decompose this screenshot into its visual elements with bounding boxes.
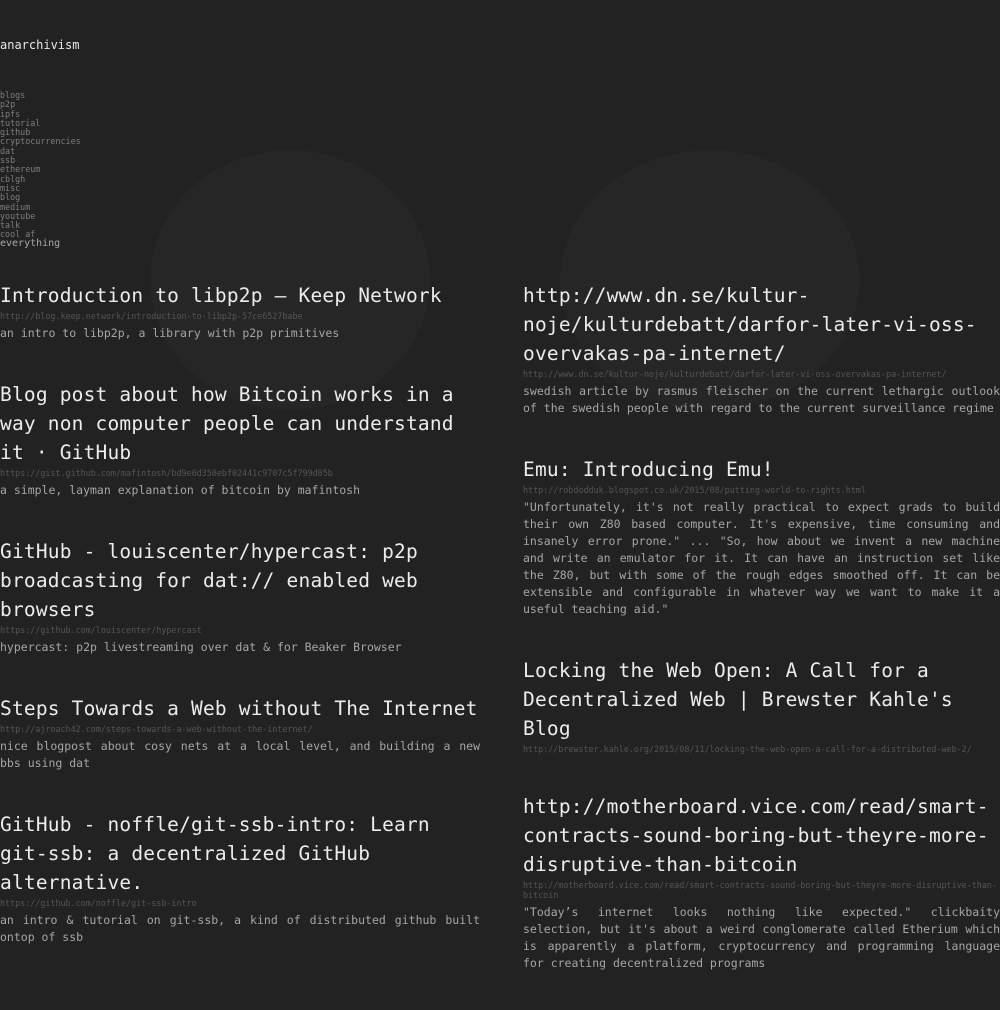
- tag-link[interactable]: dat: [0, 145, 16, 156]
- tag-link[interactable]: blogs: [0, 90, 26, 100]
- entry-title[interactable]: http://www.dn.se/kultur-noje/kulturdebatt/darfor-later-vi-oss-overvakas-pa-internet/: [523, 284, 977, 365]
- entry-title[interactable]: Steps Towards a Web without The Internet: [0, 697, 478, 720]
- entry-url[interactable]: http://motherboard.vice.com/read/smart-contracts-sound-boring-but-theyre-more-disruptive-than-bitcoin: [523, 880, 997, 900]
- tag-link[interactable]: misc: [0, 182, 21, 193]
- entry-description: swedish article by rasmus fleischer on the current lethargic outlook of the swedish people with regard to the current surveillance regime: [523, 384, 1000, 415]
- entry-title[interactable]: GitHub - louiscenter/hypercast: p2p broadcasting for dat:// enabled web browsers: [0, 540, 418, 621]
- entry-title[interactable]: Locking the Web Open: A Call for a Decentralized Web | Brewster Kahle's Blog: [523, 659, 953, 740]
- tag-link-everything[interactable]: everything: [0, 237, 61, 249]
- tag-list: [0, 91, 130, 249]
- entry-description: "Today’s internet looks nothing like expected." clickbaity selection, but it's about a weird conglomerate called Etherium which is apparently a platform, cryptocurrency and programming language for creating decentralized programs: [523, 905, 1000, 970]
- link-entry: [0, 694, 480, 772]
- link-entry: [0, 380, 480, 499]
- entry-title[interactable]: GitHub - noffle/git-ssb-intro: Learn git-ssb: a decentralized GitHub alternative.: [0, 813, 430, 894]
- entry-url[interactable]: http://ajroach42.com/steps-towards-a-web-without-the-internet/: [0, 724, 313, 734]
- entry-description: "Unfortunately, it's not really practical to expect grads to build their own Z80 based computer. It's expensive, time consuming and insanely error prone." ... "So, how about we invent a new machine and write an emulator for it. It can have an instruction set like the Z80, but with some of the rough edges smoothed off. It can be extensible and configurable in whatever way we want to make it a useful teaching aid.": [523, 500, 1000, 616]
- entry-description: nice blogpost about cosy nets at a local level, and building a new bbs using dat: [0, 739, 480, 770]
- entry-description: an intro & tutorial on git-ssb, a kind of distributed github built ontop of ssb: [0, 913, 480, 944]
- entry-url[interactable]: http://robdodduk.blogspot.co.uk/2015/08/putting-world-to-rights.html: [523, 485, 866, 495]
- tag-link[interactable]: ipfs: [0, 108, 21, 119]
- entry-description: an intro to libp2p, a library with p2p primitives: [0, 326, 340, 340]
- tag-link[interactable]: tutorial: [0, 117, 41, 128]
- tag-link[interactable]: blog: [0, 192, 21, 203]
- tag-link[interactable]: p2p: [0, 99, 16, 110]
- entry-url[interactable]: https://github.com/noffle/git-ssb-intro: [0, 898, 197, 908]
- link-entry: [523, 455, 1000, 618]
- site-title[interactable]: anarchivism: [0, 38, 80, 52]
- tag-link[interactable]: cblgh: [0, 173, 26, 184]
- right-column: [523, 281, 1000, 1010]
- left-column: [0, 281, 480, 984]
- entry-title[interactable]: Blog post about how Bitcoin works in a way non computer people can understand it · GitHub: [0, 383, 454, 464]
- tag-link[interactable]: youtube: [0, 210, 36, 221]
- entry-title[interactable]: Emu: Introducing Emu!: [523, 458, 774, 481]
- entry-url[interactable]: http://www.dn.se/kultur-noje/kulturdebatt/darfor-later-vi-oss-overvakas-pa-internet/: [523, 369, 947, 379]
- tag-link[interactable]: ethereum: [0, 164, 41, 175]
- entry-title[interactable]: Introduction to libp2p – Keep Network: [0, 284, 442, 307]
- tag-link[interactable]: medium: [0, 201, 31, 212]
- entry-description: hypercast: p2p livestreaming over dat & for Beaker Browser: [0, 640, 402, 654]
- tag-link[interactable]: cool af: [0, 229, 36, 240]
- link-entry: [0, 281, 480, 342]
- entry-url[interactable]: https://gist.github.com/mafintosh/bd9e6d350ebf02441c9707c5f799d05b: [0, 468, 333, 478]
- entry-url[interactable]: http://brewster.kahle.org/2015/08/11/locking-the-web-open-a-call-for-a-distributed-web-2/: [523, 744, 972, 754]
- link-entry: [523, 656, 1000, 754]
- link-entry: [523, 792, 1000, 972]
- link-entry: [523, 281, 1000, 417]
- link-entry: [0, 810, 480, 946]
- tag-link[interactable]: talk: [0, 220, 21, 231]
- entry-url[interactable]: http://blog.keep.network/introduction-to-libp2p-57ce6527babe: [0, 311, 303, 321]
- tag-link[interactable]: github: [0, 127, 31, 138]
- entry-title[interactable]: http://motherboard.vice.com/read/smart-contracts-sound-boring-but-theyre-more-disruptive-than-bitcoin: [523, 795, 989, 876]
- tag-link[interactable]: cryptocurrencies: [0, 136, 81, 147]
- entry-description: a simple, layman explanation of bitcoin by mafintosh: [0, 483, 361, 497]
- entry-url[interactable]: https://github.com/louiscenter/hypercast: [0, 625, 202, 635]
- link-entry: [0, 537, 480, 656]
- tag-link[interactable]: ssb: [0, 155, 16, 166]
